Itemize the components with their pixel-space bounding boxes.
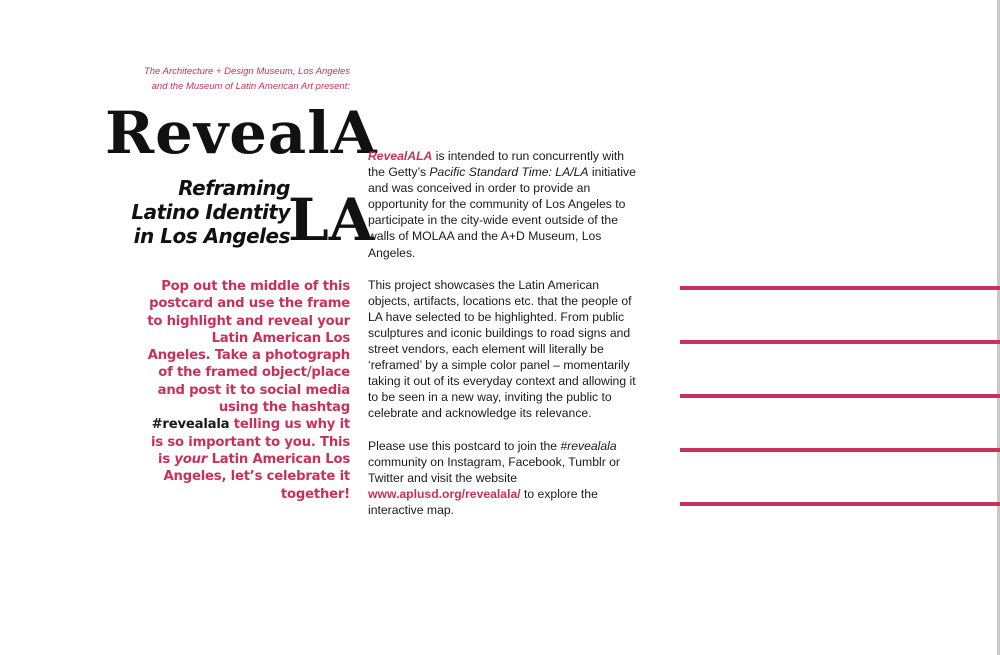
- presenter-line-1: The Architecture + Design Museum, Los Angeles: [143, 66, 350, 77]
- initiative-name: Pacific Standard Time: LA/LA: [429, 165, 589, 180]
- logo-second-la: LA: [288, 186, 374, 254]
- join-part-c: to explore the interactive map.: [368, 486, 598, 517]
- logo-wordmark: RevealA: [105, 99, 378, 167]
- join-part-b: community on Instagram, Facebook, Tumblr or Twitter and visit the website: [368, 454, 620, 485]
- subtitle-line-1: Reframing: [178, 176, 290, 200]
- callout-emphasis: your: [174, 451, 208, 467]
- logo-subtitle: [90, 176, 290, 248]
- frame-stripe: [680, 448, 1000, 452]
- callout-hashtag: #revealala: [151, 417, 230, 433]
- join-part-a: Please use this postcard to join the: [368, 438, 561, 453]
- brand-name: RevealALA: [368, 149, 433, 163]
- paragraph-showcase: This project showcases the Latin American objects, artifacts, locations etc. that the people of LA have selected to be highlighted. From public sculptures and iconic buildings to road signs and street vendors, each element will literally be ‘reframed’ by a simple color panel – momentarily taking it out of its everyday context and allowing it to be seen in a new way, inviting the public to celebrate and acknowledge its relevance.: [368, 277, 636, 421]
- paragraph-join: [368, 438, 643, 518]
- frame-stripe: [680, 502, 1000, 506]
- callout-text: [145, 278, 350, 503]
- paragraph-intro: [368, 148, 643, 261]
- intro-part-b: initiative and was conceived in order to provide an opportunity for the community of Los Angeles to participate in the city-wide event outside of the walls of MOLAA and the A+D Museum, Los Angeles.: [368, 165, 636, 260]
- subtitle-line-3: in Los Angeles: [133, 224, 290, 248]
- frame-stripe: [680, 340, 1000, 344]
- callout-part-3: Latin American Los Angeles, let’s celebrate it together!: [163, 451, 350, 502]
- presenter-credit: [100, 64, 350, 94]
- presenter-line-2: and the Museum of Latin American Art present:: [151, 81, 350, 92]
- callout-part-2: telling us why it is so important to you. This is: [151, 417, 350, 467]
- frame-stripe: [680, 394, 1000, 398]
- join-hashtag: #revealala: [560, 438, 617, 453]
- intro-part-a: is intended to run concurrently with the Getty’s: [368, 149, 625, 180]
- description-text: [368, 148, 643, 534]
- website-link[interactable]: www.aplusd.org/revealala/: [368, 486, 521, 501]
- subtitle-line-2: Latino Identity: [131, 200, 290, 224]
- callout-part-1: Pop out the middle of this postcard and use the frame to highlight and reveal your Latin American Los Angeles. Take a photograph of the framed object/place and post it to social media using the hashtag: [147, 279, 350, 416]
- frame-stripe: [680, 286, 1000, 290]
